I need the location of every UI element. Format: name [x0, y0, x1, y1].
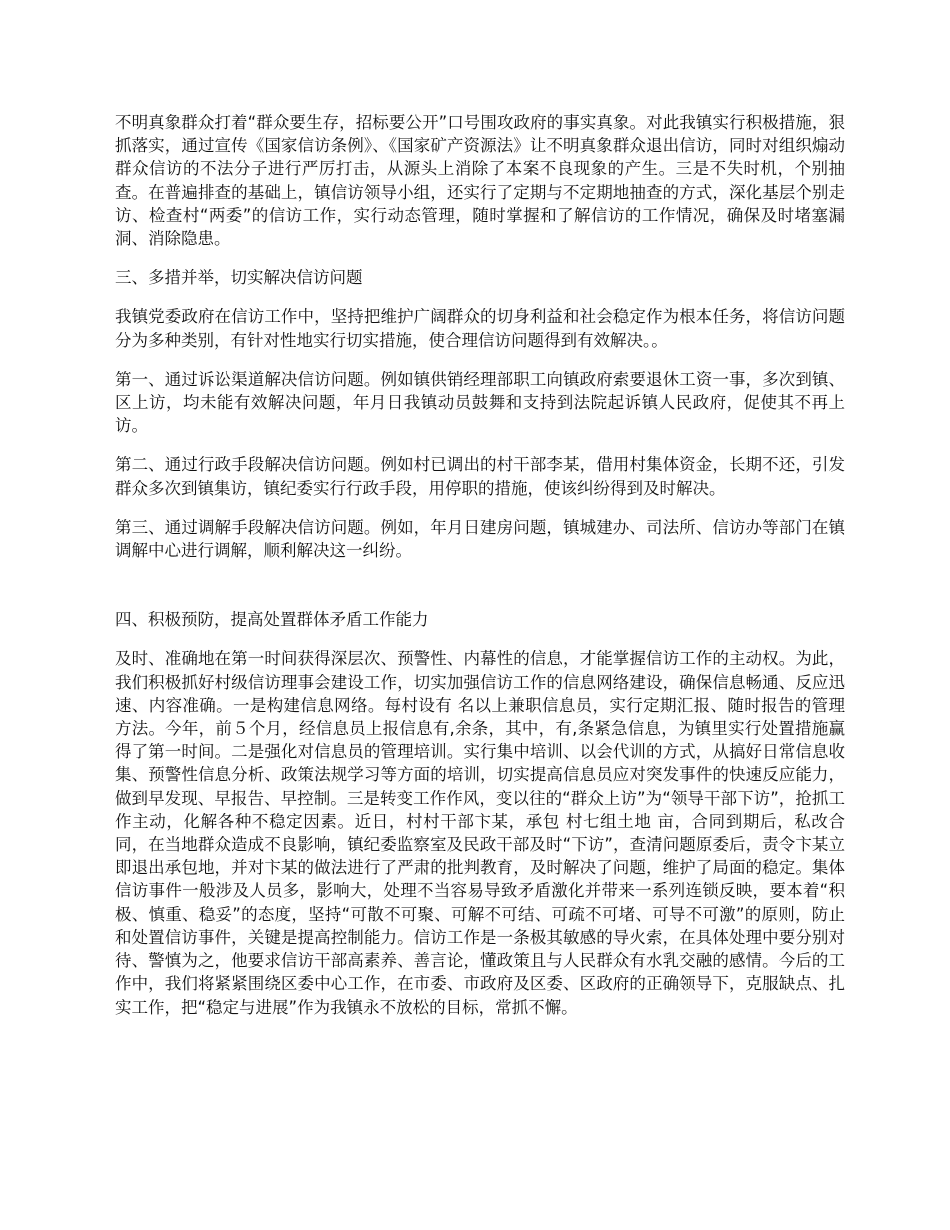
paragraph-prevention: 及时、准确地在第一时间获得深层次、预警性、内幕性的信息，才能掌握信访工作的主动权。为此，我们积极抓好村级信访理事会建设工作，切实加强信访工作的信息网络建设，确保信息畅通、反应迅速、内容准确。一是构建信息网络。每村设有 名以上兼职信息员，实行定期汇报、随时报告的管理方法。今年，前５个月，经信息员上报信息有,余条，其中，有,条紧急信息，为镇里实行处置措施赢得了第一时间。二是强化对信息员的管理培训。实行集中培训、以会代训的方式，从搞好日常信息收集、预警性信息分析、政策法规学习等方面的培训，切实提高信息员应对突发事件的快速反应能力，做到早发现、早报告、早控制。三是转变工作作风，变以往的“群众上访”为“领导干部下访”，抢抓工作主动，化解各种不稳定因素。近日，村村干部卞某，承包 村七组土地 亩，合同到期后，私改合同，在当地群众造成不良影响，镇纪委监察室及民政干部及时“下访”，查清问题原委后，责令卞某立即退出承包地，并对卞某的做法进行了严肃的批判教育，及时解决了问题，维护了局面的稳定。集体信访事件一般涉及人员多，影响大，处理不当容易导致矛盾激化并带来一系列连锁反映，要本着“积极、慎重、稳妥”的态度，坚持“可散不可聚、可解不可结、可疏不可堵、可导不可激”的原则，防止和处置信访事件，关键是提高控制能力。信访工作是一条极其敏感的导火索，在具体处理中要分别对待、警慎为之，他要求信访干部高素养、善言论，懂政策且与人民群众有水乳交融的感情。今后的工作中，我们将紧紧围绕区委中心工作，在市委、市政府及区委、区政府的正确领导下，克服缺点、扎实工作，把“稳定与进展”作为我镇永不放松的目标，常抓不懈。 — [115, 649, 845, 1017]
paragraph-mediation: 第三、通过调解手段解决信访问题。例如，年月日建房问题，镇城建办、司法所、信访办等部门在镇调解中心进行调解，顺利解决这一纠纷。 — [115, 517, 845, 561]
paragraph-litigation: 第一、通过诉讼渠道解决信访问题。例如镇供销经理部职工向镇政府索要退休工资一事，多次到镇、区上访，均未能有效解决问题，年月日我镇动员鼓舞和支持到法院起诉镇人民政府，促使其不再上访。 — [115, 369, 845, 436]
section-heading-3: 三、多措并举，切实解决信访问题 — [115, 268, 363, 288]
paragraph-administrative: 第二、通过行政手段解决信访问题。例如村已调出的村干部李某，借用村集体资金，长期不还，引发群众多次到镇集访，镇纪委实行行政手段，用停职的措施，使该纠纷得到及时解决。 — [115, 455, 845, 498]
document-body — [115, 111, 845, 1019]
paragraph-inspection: 不明真象群众打着“群众要生存，招标要公开”口号围攻政府的事实真象。对此我镇实行积极措施，狠抓落实，通过宣传《国家信访条例》、《国家矿产资源法》让不明真象群众退出信访，同时对组织煽动群众信访的不法分子进行严厉打击，从源头上消除了本案不良现象的产生。三是不失时机，个别抽查。在普遍排查的基础上，镇信访领导小组，还实行了定期与不定期地抽查的方式，深化基层个别走访、检查村“两委”的信访工作，实行动态管理，随时掌握和了解信访的工作情况，确保及时堵塞漏洞、消除隐患。 — [115, 113, 845, 249]
section-heading-4: 四、积极预防，提高处置群体矛盾工作能力 — [115, 610, 429, 630]
paragraph-overview: 我镇党委政府在信访工作中，坚持把维护广阔群众的切身利益和社会稳定作为根本任务，将信访问题分为多种类别，有针对性地实行切实措施，使合理信访问题得到有效解决。。 — [115, 307, 845, 350]
